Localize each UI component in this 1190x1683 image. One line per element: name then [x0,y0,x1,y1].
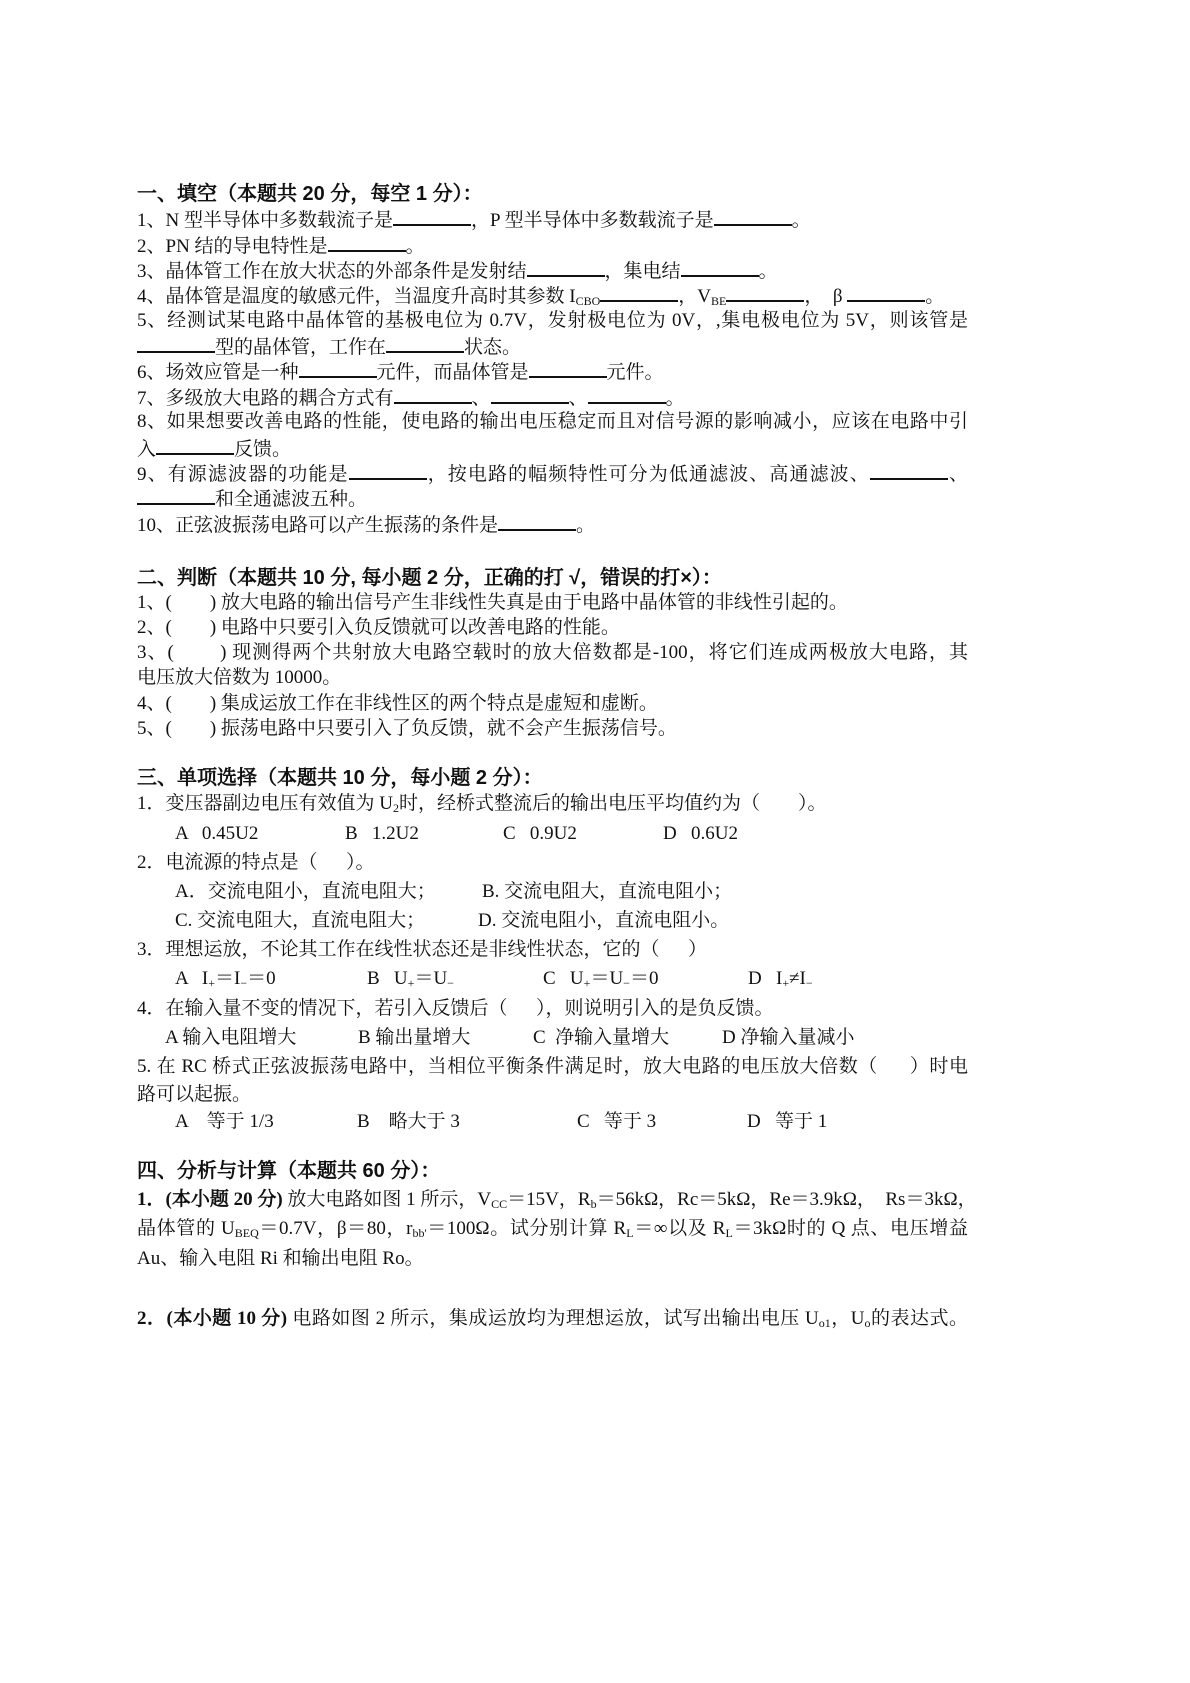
text: 。 [405,236,425,257]
text: 电压放大倍数为 10000。 [137,667,342,688]
question-line [137,666,341,690]
text: 5、经测试某电路中晶体管的基极电位为 0.7V，发射极电位为 0V，,集电极电位为 5V，则该管是 [137,310,968,331]
text: 放大电路如图 1 所示，V [282,1189,492,1210]
text: 。 [791,210,811,231]
option-row [137,1110,968,1134]
text: B 1.2U2 [345,823,419,844]
answer-blank [156,436,234,455]
answer-blank [714,207,792,226]
text: B 输出量增大 [358,1027,471,1048]
question-line [137,1217,968,1241]
question-line [137,997,774,1021]
text: 3、( ) 现测得两个共射放大电路空载时的放大倍数都是-100，将它们连成两极放大电路，其 [137,642,968,663]
question-line [137,207,811,231]
text: ， β [804,286,848,307]
text: 一、填空（本题共 20 分，每空 1 分）： [137,183,483,205]
text: 1．变压器副边电压有效值为 U [137,793,393,814]
text: B U [367,968,408,989]
question-label: 1．(本小题 20 分) [137,1189,283,1210]
text: ，按电路的幅频特性可分为低通滤波、高通滤波、 [426,464,870,485]
text: D I [748,968,783,989]
choice-option [357,1110,460,1134]
choice-option [165,1026,296,1050]
text: ＝3kΩ时的 Q 点、电压增益 [732,1218,969,1239]
text: ，P 型半导体中多数载流子是 [470,210,714,231]
text: 2、PN 结的导电特性是 [137,236,328,257]
text: ＝100Ω。试分别计算 R [426,1218,627,1239]
text: 、 [568,388,588,409]
choice-option [748,967,813,995]
text: 2、( ) 电路中只要引入负反馈就可以改善电路的性能。 [137,617,620,638]
answer-blank [600,283,678,302]
question-line [137,1188,977,1212]
text: ，U [830,1308,865,1329]
text: ，V [678,286,712,307]
answer-blank [588,385,666,404]
text: 1、N 型半导体中多数载流子是 [137,210,393,231]
answer-blank [527,258,605,277]
text: 10、正弦波振荡电路可以产生振荡的条件是 [137,515,499,536]
text: 8、如果想要改善电路的性能，使电路的输出电压稳定而且对信号源的影响减小，应该在电路中引 [137,411,968,432]
text: A．交流电阻小，直流电阻大； [175,881,436,902]
question-line [137,641,968,665]
answer-blank [328,233,406,252]
answer-blank [870,461,948,480]
text: A I [175,968,209,989]
text: ＝U [590,968,624,989]
answer-blank [394,385,472,404]
text: 4、晶体管是温度的敏感元件，当温度升高时其参数 I [137,286,576,307]
subscript: − [447,976,454,990]
question-line [137,512,595,536]
question-line [137,233,425,257]
question-line [137,692,658,716]
question-line [137,1083,251,1107]
text: 2．电流源的特点是（ ）。 [137,852,375,873]
text: 。 [576,515,596,536]
choice-option [175,1110,274,1134]
text: 元件。 [606,362,664,383]
subscript: + [208,976,216,990]
answer-blank [386,334,464,353]
question-line [137,410,968,434]
question-line [137,1307,968,1331]
option-row [137,909,968,933]
text: ＝15V，R [507,1189,591,1210]
question-label: 2．(本小题 10 分) [137,1308,288,1329]
text: 、 [471,388,491,409]
text: 5. 在 RC 桥式正弦波振荡电路中，当相位平衡条件满足时，放大电路的电压放大倍数（ ）时电 [137,1056,968,1077]
text: 和全通滤波五种。 [215,489,368,510]
text: 状态。 [464,337,522,358]
text: 入 [137,439,157,460]
text: 电路如图 2 所示，集成运放均为理想运放，试写出输出电压 U [287,1308,819,1329]
choice-option [175,909,425,933]
question-line [137,283,944,307]
section-title [137,566,722,590]
choice-option [358,1026,470,1050]
text: D. 交流电阻小，直流电阻小。 [478,910,730,931]
text: 4、( ) 集成运放工作在非线性区的两个特点是虚短和虚断。 [137,693,658,714]
question-line [137,309,968,333]
text: 反馈。 [234,439,292,460]
subscript: 2 [392,801,399,815]
text: ，集电结 [604,261,681,282]
text: ≠I [789,968,806,989]
question-line [137,851,375,875]
text: 9、有源滤波器的功能是 [137,464,349,485]
subscript: + [583,976,591,990]
text: C U [543,968,584,989]
text: ＝U [414,968,448,989]
text: C 等于 3 [577,1111,657,1132]
section-title [137,1159,440,1183]
text: D 等于 1 [747,1111,828,1132]
text: 时，经桥式整流后的输出电压平均值约为（ ）。 [398,793,827,814]
text: 4．在输入量不变的情况下，若引入反馈后（ ），则说明引入的是负反馈。 [137,998,774,1019]
option-row [137,967,968,991]
question-line [137,461,968,485]
text: 。 [665,388,685,409]
text: 3．理想运放，不论其工作在线性状态还是非线性状态，它的（ ） [137,939,708,960]
choice-option [503,822,577,846]
question-line [137,717,677,741]
choice-option [663,822,738,846]
subscript: b [590,1197,597,1211]
text: 6、场效应管是一种 [137,362,299,383]
choice-option [175,880,436,904]
option-row [137,880,968,904]
choice-option [175,967,276,995]
text: 1、( ) 放大电路的输出信号产生非线性失真是由于电路中晶体管的非线性引起的。 [137,592,848,613]
choice-option [577,1110,656,1134]
text: 7、多级放大电路的耦合方式有 [137,388,394,409]
choice-option [533,1026,669,1050]
subscript: bb' [412,1226,427,1240]
subscript: o1 [818,1316,831,1330]
subscript: L [626,1226,634,1240]
answer-blank [299,359,377,378]
text: 四、分析与计算（本题共 60 分）： [137,1160,441,1182]
answer-blank [726,283,804,302]
choice-option [367,967,454,995]
answer-blank [681,258,759,277]
text: 三、单项选择（本题共 10 分，每小题 2 分）： [137,767,543,789]
text: ＝0 [247,968,276,989]
subscript: L [725,1226,733,1240]
section-title [137,766,543,790]
text: 。 [758,261,778,282]
choice-option [482,880,732,904]
choice-option [722,1026,854,1050]
text: D 净输入量减小 [722,1027,855,1048]
text: 5、( ) 振荡电路中只要引入了负反馈，就不会产生振荡信号。 [137,718,677,739]
answer-blank [137,486,215,505]
text: 3、晶体管工作在放大状态的外部条件是发射结 [137,261,527,282]
subscript: o [864,1316,871,1330]
text: ＝I [215,968,241,989]
question-line [137,385,685,409]
text: 型的晶体管，工作在 [215,337,387,358]
answer-blank [529,359,607,378]
text: 的表达式。 [870,1308,968,1329]
section-title [137,182,483,206]
subscript: BE [711,294,727,308]
text: 晶体管的 U [137,1218,235,1239]
answer-blank [491,385,569,404]
text: ＝56kΩ，Rc＝5kΩ，Re＝3.9kΩ， Rs＝3kΩ， [596,1189,977,1210]
text: 二、判断（本题共 10 分, 每小题 2 分，正确的打 √，错误的打×）： [137,567,722,589]
question-line [137,258,778,282]
choice-option [345,822,419,846]
subscript: + [407,976,415,990]
choice-option [543,967,658,995]
subscript: + [782,976,790,990]
option-row [137,822,968,846]
text: A 输入电阻增大 [165,1027,297,1048]
subscript: CBO [575,294,601,308]
text: B 略大于 3 [357,1111,460,1132]
text: C 净输入量增大 [533,1027,670,1048]
answer-blank [847,283,925,302]
answer-blank [393,207,471,226]
choice-option [175,822,258,846]
question-line [137,334,521,358]
subscript: − [623,976,630,990]
choice-option [747,1110,827,1134]
text: C 0.9U2 [503,823,577,844]
text: ＝0 [629,968,659,989]
text: 元件，而晶体管是 [376,362,529,383]
text: 、 [947,464,968,485]
question-line [137,1247,424,1271]
question-line [137,436,291,460]
text: ＝0.7V，β＝80，r [258,1218,413,1239]
text: ＝∞以及 R [633,1218,726,1239]
question-line [137,616,620,640]
subscript: − [805,976,813,990]
question-line [137,938,707,962]
question-line [137,1055,968,1079]
subscript: − [240,976,248,990]
text: Au、输入电阻 Ri 和输出电阻 Ro。 [137,1248,424,1269]
question-line [137,359,664,383]
text: C. 交流电阻大，直流电阻大； [175,910,426,931]
choice-option [478,909,729,933]
answer-blank [137,334,215,353]
text: A 0.45U2 [175,823,259,844]
answer-blank [349,461,427,480]
text: D 0.6U2 [663,823,738,844]
text: 路可以起振。 [137,1084,252,1105]
answer-blank [498,512,576,531]
question-line [137,486,367,510]
question-line [137,591,848,615]
question-line [137,792,827,816]
text: A 等于 1/3 [175,1111,274,1132]
subscript: BEQ [234,1226,259,1240]
option-row [137,1026,968,1050]
subscript: CC [491,1197,508,1211]
text: B. 交流电阻大，直流电阻小； [482,881,733,902]
text: 。 [925,286,945,307]
